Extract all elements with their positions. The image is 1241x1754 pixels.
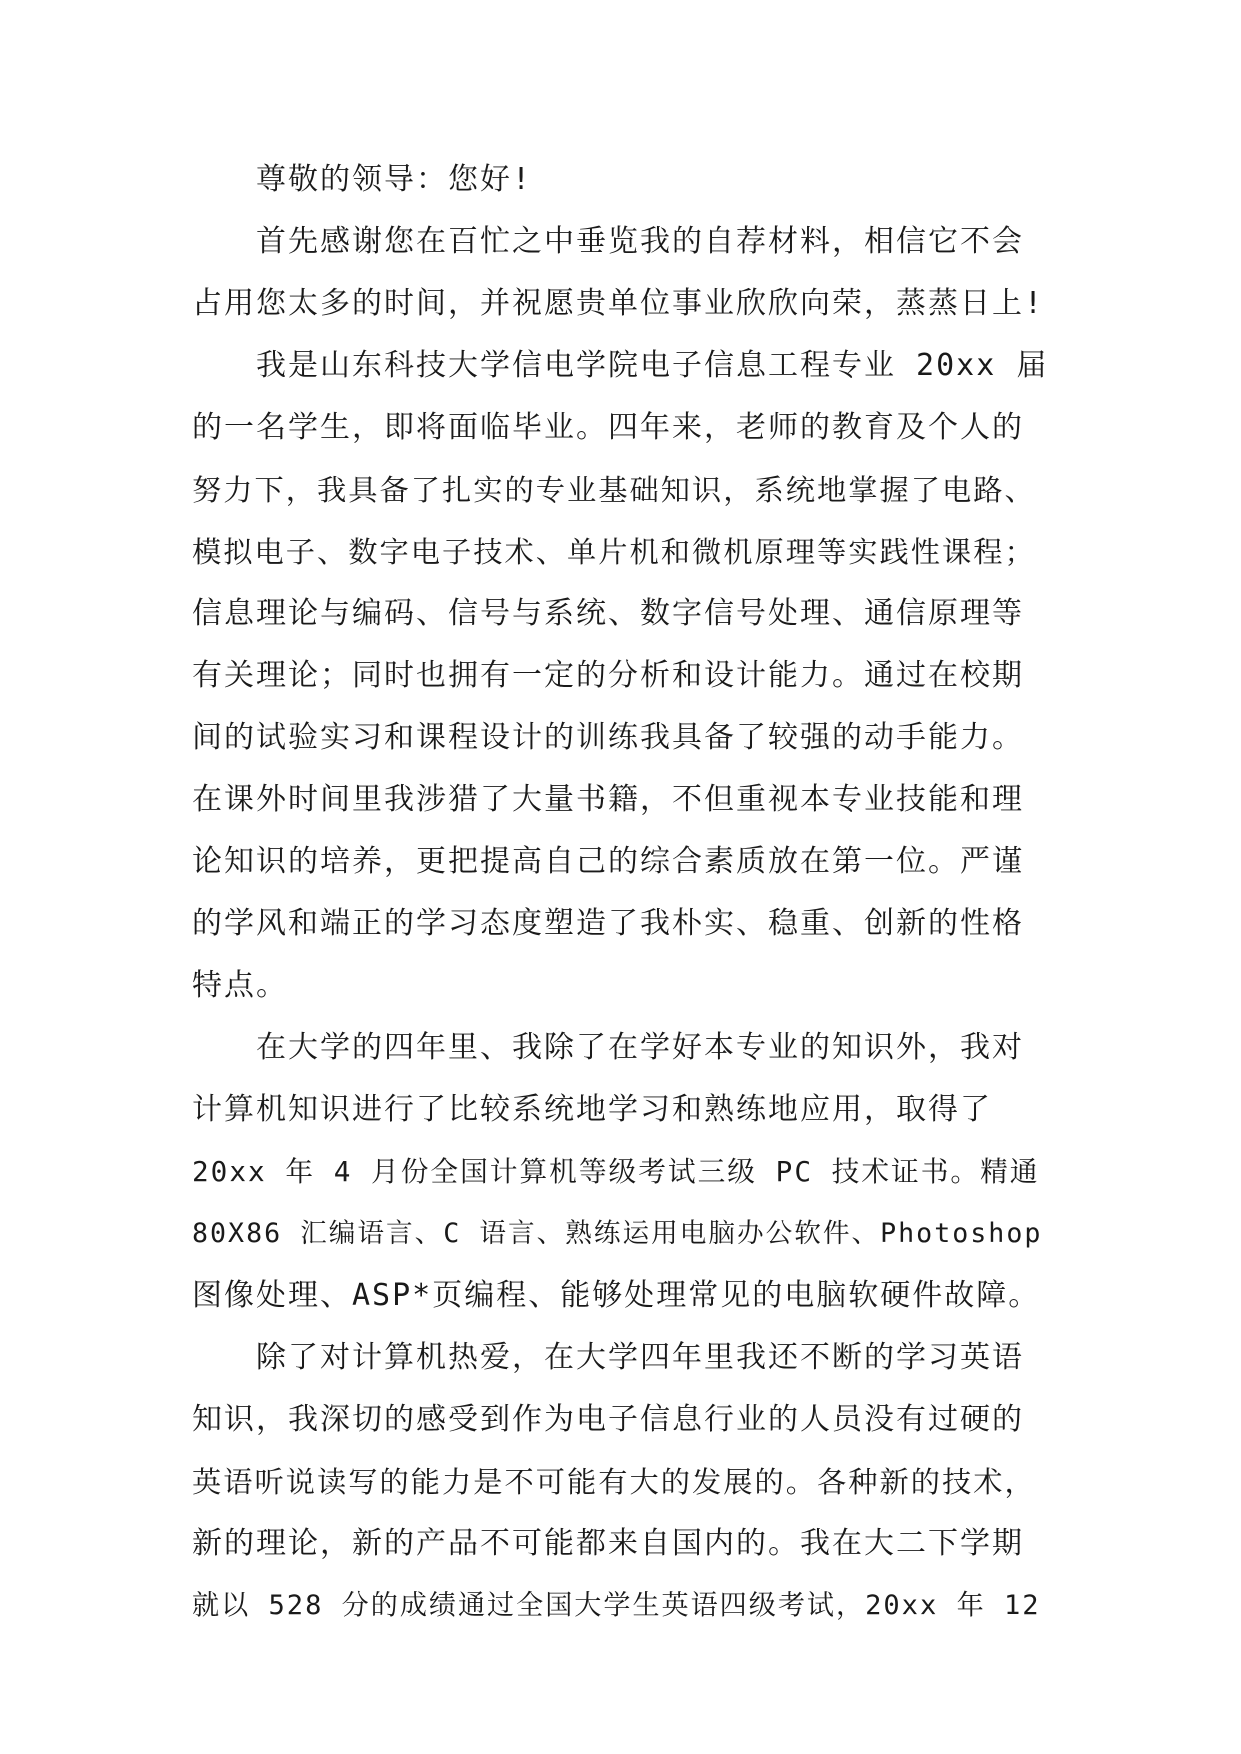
paragraph-line: 知识，我深切的感受到作为电子信息行业的人员没有过硬的 — [192, 1402, 1024, 1437]
paragraph-line: 在课外时间里我涉猎了大量书籍，不但重视本专业技能和理 — [192, 782, 1024, 817]
paragraph-line: 新的理论，新的产品不可能都来自国内的。我在大二下学期 — [192, 1526, 1024, 1561]
paragraph-line: 占用您太多的时间，并祝愿贵单位事业欣欣向荣，蒸蒸日上! — [192, 286, 1045, 321]
paragraph-line: 我是山东科技大学信电学院电子信息工程专业 20xx 届 — [256, 348, 1049, 383]
paragraph-line: 20xx 年 4 月份全国计算机等级考试三级 PC 技术证书。精通 — [192, 1155, 1040, 1188]
paragraph-line: 信息理论与编码、信号与系统、数字信号处理、通信原理等 — [192, 596, 1024, 631]
paragraph-line: 计算机知识进行了比较系统地学习和熟练地应用，取得了 — [192, 1092, 992, 1127]
paragraph-line: 英语听说读写的能力是不可能有大的发展的。各种新的技术， — [192, 1465, 1036, 1499]
paragraph-line: 间的试验实习和课程设计的训练我具备了较强的动手能力。 — [192, 720, 1024, 755]
salutation-line: 尊敬的领导：您好! — [256, 162, 533, 197]
paragraph-line: 论知识的培养，更把提高自己的综合素质放在第一位。严谨 — [192, 844, 1024, 879]
paragraph-line: 图像处理、ASP*页编程、能够处理常见的电脑软硬件故障。 — [192, 1278, 1041, 1313]
paragraph-line: 的学风和端正的学习态度塑造了我朴实、稳重、创新的性格 — [192, 906, 1024, 941]
paragraph-line: 特点。 — [192, 968, 288, 1003]
paragraph-line: 80X86 汇编语言、C 语言、熟练运用电脑办公软件、Photoshop — [192, 1218, 1043, 1249]
paragraph-line: 努力下，我具备了扎实的专业基础知识，系统地掌握了电路、 — [192, 473, 1036, 507]
paragraph-line: 在大学的四年里、我除了在学好本专业的知识外，我对 — [256, 1030, 1024, 1065]
paragraph-line: 有关理论；同时也拥有一定的分析和设计能力。通过在校期 — [192, 658, 1024, 693]
paragraph-line: 首先感谢您在百忙之中垂览我的自荐材料，相信它不会 — [256, 224, 1024, 259]
paragraph-line: 就以 528 分的成绩通过全国大学生英语四级考试，20xx 年 12 — [192, 1590, 1041, 1621]
paragraph-line: 的一名学生，即将面临毕业。四年来，老师的教育及个人的 — [192, 410, 1024, 445]
paragraph-line: 除了对计算机热爱，在大学四年里我还不断的学习英语 — [256, 1340, 1024, 1375]
paragraph-line: 模拟电子、数字电子技术、单片机和微机原理等实践性课程； — [192, 535, 1036, 569]
